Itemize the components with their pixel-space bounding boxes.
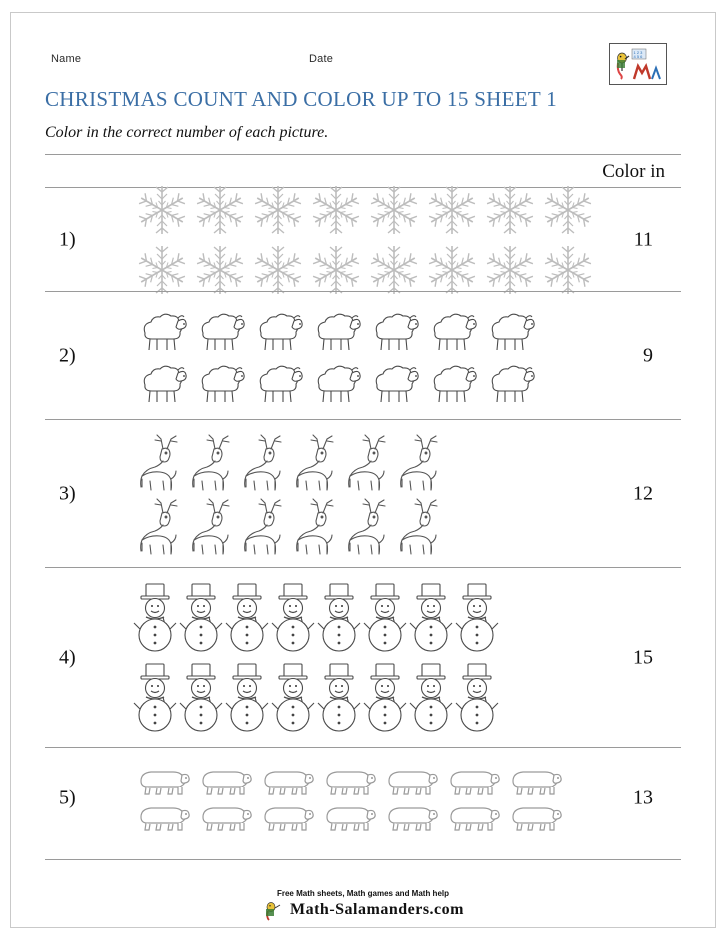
picture-group [133, 188, 571, 291]
snowflake-icon[interactable] [191, 241, 249, 299]
sheep-icon[interactable] [249, 357, 307, 407]
snowman-icon[interactable] [363, 659, 409, 737]
picture-line [133, 763, 567, 797]
reindeer-icon[interactable] [185, 495, 237, 557]
snowflake-icon[interactable] [365, 181, 423, 239]
snowflake-icon[interactable] [481, 241, 539, 299]
snowman-icon[interactable] [317, 659, 363, 737]
answer-count: 11 [633, 228, 653, 250]
date-label: Date [309, 53, 334, 65]
sheep-icon[interactable] [133, 357, 191, 407]
question-row [45, 419, 681, 567]
snowman-icon[interactable] [409, 659, 455, 737]
sheep-icon[interactable] [307, 305, 365, 355]
snowman-icon[interactable] [363, 579, 409, 657]
reindeer-icon[interactable] [393, 431, 445, 493]
polar-bear-icon[interactable] [319, 799, 381, 833]
sheep-icon[interactable] [423, 357, 481, 407]
math-salamanders-logo [609, 43, 667, 85]
picture-group [133, 420, 571, 567]
picture-line [133, 305, 539, 355]
polar-bear-icon[interactable] [505, 763, 567, 797]
snowman-icon[interactable] [455, 579, 501, 657]
reindeer-icon[interactable] [341, 431, 393, 493]
snowflake-icon[interactable] [249, 241, 307, 299]
picture-line [133, 579, 501, 657]
snowman-icon[interactable] [133, 659, 179, 737]
sheep-icon[interactable] [249, 305, 307, 355]
sheep-icon[interactable] [191, 305, 249, 355]
polar-bear-icon[interactable] [133, 799, 195, 833]
polar-bear-icon[interactable] [443, 763, 505, 797]
picture-line [133, 799, 567, 833]
svg-text:1 2 3: 1 2 3 [633, 50, 643, 55]
reindeer-icon[interactable] [133, 495, 185, 557]
snowman-icon[interactable] [225, 659, 271, 737]
snowflake-icon[interactable] [539, 181, 597, 239]
reindeer-icon[interactable] [237, 431, 289, 493]
polar-bear-icon[interactable] [133, 763, 195, 797]
picture-group [133, 568, 571, 747]
worksheet-footer [11, 889, 715, 921]
picture-line [133, 495, 445, 557]
salamander-icon [262, 899, 288, 921]
polar-bear-icon[interactable] [381, 799, 443, 833]
answer-count: 12 [633, 482, 653, 504]
name-label: Name [51, 53, 82, 65]
question-number: 3) [59, 482, 76, 504]
sheep-icon[interactable] [307, 357, 365, 407]
reindeer-icon[interactable] [185, 431, 237, 493]
reindeer-icon[interactable] [393, 495, 445, 557]
sheep-icon[interactable] [365, 357, 423, 407]
worksheet-content [39, 35, 687, 905]
answer-count: 13 [633, 786, 653, 808]
polar-bear-icon[interactable] [381, 763, 443, 797]
polar-bear-icon[interactable] [443, 799, 505, 833]
worksheet-page [10, 12, 716, 928]
snowman-icon[interactable] [179, 579, 225, 657]
picture-line [133, 431, 445, 493]
question-number: 4) [59, 646, 76, 668]
reindeer-icon[interactable] [289, 495, 341, 557]
picture-line [133, 357, 539, 407]
page-title: CHRISTMAS COUNT AND COLOR UP TO 15 SHEET 1 [45, 87, 558, 111]
picture-line [133, 181, 597, 239]
footer-tagline: Free Math sheets, Math games and Math help [276, 889, 450, 898]
snowflake-icon[interactable] [481, 181, 539, 239]
polar-bear-icon[interactable] [195, 763, 257, 797]
question-row [45, 567, 681, 747]
picture-group [133, 748, 571, 847]
answer-count: 9 [643, 344, 653, 366]
question-row [45, 291, 681, 419]
column-header-color-in: Color in [602, 161, 665, 182]
picture-group [133, 292, 571, 419]
reindeer-icon[interactable] [133, 431, 185, 493]
picture-line [133, 241, 597, 299]
snowman-icon[interactable] [271, 659, 317, 737]
sheep-icon[interactable] [191, 357, 249, 407]
question-row [45, 747, 681, 847]
polar-bear-icon[interactable] [319, 763, 381, 797]
snowflake-icon[interactable] [539, 241, 597, 299]
answer-count: 15 [633, 646, 653, 668]
snowflake-icon[interactable] [307, 241, 365, 299]
polar-bear-icon[interactable] [505, 799, 567, 833]
reindeer-icon[interactable] [341, 495, 393, 557]
instructions: Color in the correct number of each picture. [45, 124, 329, 141]
sheep-icon[interactable] [133, 305, 191, 355]
snowman-icon[interactable] [409, 579, 455, 657]
footer-brand: Math-Salamanders.com [290, 901, 464, 918]
question-list [39, 187, 687, 860]
divider [45, 859, 681, 860]
question-number: 2) [59, 344, 76, 366]
snowflake-icon[interactable] [133, 181, 191, 239]
svg-text:4 5 6: 4 5 6 [633, 54, 643, 59]
snowman-icon[interactable] [317, 579, 363, 657]
polar-bear-icon[interactable] [257, 799, 319, 833]
picture-line [133, 659, 501, 737]
snowman-icon[interactable] [455, 659, 501, 737]
polar-bear-icon[interactable] [257, 763, 319, 797]
sheep-icon[interactable] [423, 305, 481, 355]
snowflake-icon[interactable] [307, 181, 365, 239]
sheep-icon[interactable] [481, 305, 539, 355]
worksheet-header [39, 35, 687, 79]
reindeer-icon[interactable] [237, 495, 289, 557]
question-number: 1) [59, 228, 76, 250]
sheep-icon[interactable] [365, 305, 423, 355]
logo-icon [612, 46, 664, 82]
snowflake-icon[interactable] [133, 241, 191, 299]
snowflake-icon[interactable] [191, 181, 249, 239]
snowman-icon[interactable] [225, 579, 271, 657]
snowflake-icon[interactable] [423, 181, 481, 239]
sheep-icon[interactable] [481, 357, 539, 407]
question-number: 5) [59, 786, 76, 808]
snowflake-icon[interactable] [249, 181, 307, 239]
snowflake-icon[interactable] [423, 241, 481, 299]
snowman-icon[interactable] [133, 579, 179, 657]
snowman-icon[interactable] [179, 659, 225, 737]
polar-bear-icon[interactable] [195, 799, 257, 833]
reindeer-icon[interactable] [289, 431, 341, 493]
snowman-icon[interactable] [271, 579, 317, 657]
question-row [45, 187, 681, 291]
snowflake-icon[interactable] [365, 241, 423, 299]
